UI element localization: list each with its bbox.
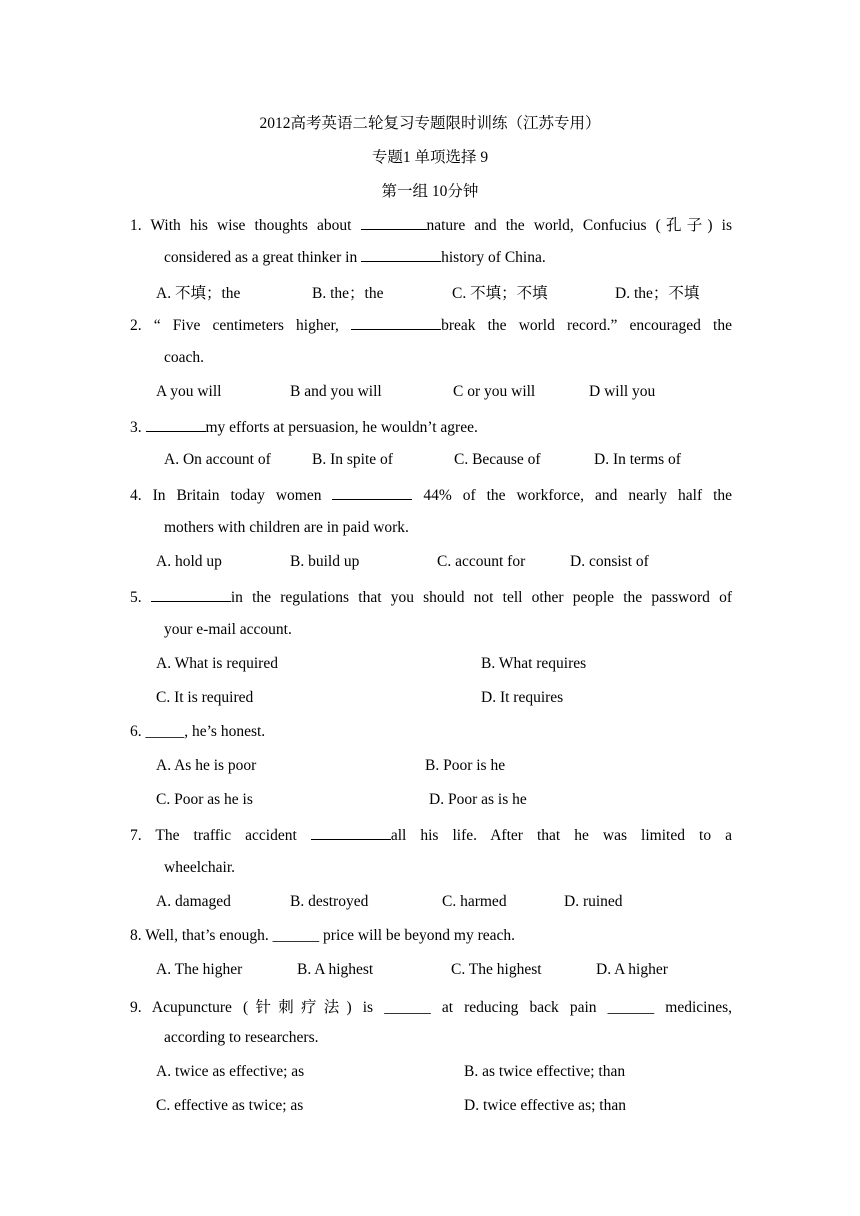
q9-option-a[interactable]: A. twice as effective; as bbox=[156, 1063, 305, 1080]
q3-option-c[interactable]: C. Because of bbox=[454, 451, 541, 468]
q8-option-d[interactable]: D. A higher bbox=[596, 961, 668, 978]
question-5: 5. in the regulations that you should not tell other people the password of bbox=[130, 589, 732, 606]
q5-option-b[interactable]: B. What requires bbox=[481, 655, 587, 672]
answer-blank bbox=[151, 587, 231, 602]
question-1-continuation: considered as a great thinker in history of China. bbox=[164, 249, 546, 266]
q4-option-a[interactable]: A. hold up bbox=[156, 553, 222, 570]
q3-option-b[interactable]: B. In spite of bbox=[312, 451, 393, 468]
q7-option-d[interactable]: D. ruined bbox=[564, 893, 623, 910]
topic-subtitle: 专题1 单项选择 9 bbox=[371, 149, 489, 166]
q2-option-b[interactable]: B and you will bbox=[290, 383, 382, 400]
q6-option-c[interactable]: C. Poor as he is bbox=[156, 791, 253, 808]
q2-option-a[interactable]: A you will bbox=[156, 383, 222, 400]
question-7: 7. The traffic accident all his life. After that he was limited to a bbox=[130, 827, 732, 844]
q2-option-c[interactable]: C or you will bbox=[453, 383, 536, 400]
question-2: 2. “ Five centimeters higher, break the world record.” encouraged the bbox=[130, 317, 732, 334]
q6-option-a[interactable]: A. As he is poor bbox=[156, 757, 257, 774]
question-9-continuation: according to researchers. bbox=[164, 1029, 319, 1046]
group-heading: 第一组 10分钟 bbox=[381, 183, 479, 200]
q8-option-c[interactable]: C. The highest bbox=[451, 961, 542, 978]
q4-option-c[interactable]: C. account for bbox=[437, 553, 526, 570]
q6-option-b[interactable]: B. Poor is he bbox=[425, 757, 506, 774]
question-2-continuation: coach. bbox=[164, 349, 205, 366]
q7-option-b[interactable]: B. destroyed bbox=[290, 893, 369, 910]
q9-option-b[interactable]: B. as twice effective; than bbox=[464, 1063, 626, 1080]
q1-option-c[interactable]: C. 不填；不填 bbox=[452, 285, 548, 302]
q8-option-a[interactable]: A. The higher bbox=[156, 961, 243, 978]
q9-option-d[interactable]: D. twice effective as; than bbox=[464, 1097, 626, 1114]
answer-blank bbox=[146, 417, 206, 432]
answer-blank bbox=[311, 825, 391, 840]
q7-option-c[interactable]: C. harmed bbox=[442, 893, 507, 910]
question-7-continuation: wheelchair. bbox=[164, 859, 236, 876]
question-4: 4. In Britain today women 44% of the workforce, and nearly half the bbox=[130, 487, 732, 504]
q3-option-d[interactable]: D. In terms of bbox=[594, 451, 681, 468]
question-4-continuation: mothers with children are in paid work. bbox=[164, 519, 409, 536]
answer-blank bbox=[332, 485, 412, 500]
question-8: 8. Well, that’s enough. ______ price will be beyond my reach. bbox=[130, 927, 516, 944]
document-title: 2012高考英语二轮复习专题限时训练（江苏专用） bbox=[259, 115, 601, 132]
q4-option-b[interactable]: B. build up bbox=[290, 553, 360, 570]
question-9: 9. Acupuncture (针刺疗法) is ______ at reducing back pain ______ medicines, bbox=[130, 999, 732, 1016]
question-3: 3. my efforts at persuasion, he wouldn’t agree. bbox=[130, 419, 478, 436]
question-6: 6. _____, he’s honest. bbox=[130, 723, 266, 740]
q5-option-d[interactable]: D. It requires bbox=[481, 689, 564, 706]
q8-option-b[interactable]: B. A highest bbox=[297, 961, 374, 978]
q1-option-b[interactable]: B. the；the bbox=[312, 285, 384, 302]
question-1: 1. With his wise thoughts about nature and the world, Confucius (孔子) is bbox=[130, 217, 732, 234]
q4-option-d[interactable]: D. consist of bbox=[570, 553, 649, 570]
q1-option-d[interactable]: D. the；不填 bbox=[615, 285, 700, 302]
q2-option-d[interactable]: D will you bbox=[589, 383, 656, 400]
q7-option-a[interactable]: A. damaged bbox=[156, 893, 231, 910]
answer-blank bbox=[361, 247, 441, 262]
q6-option-d[interactable]: D. Poor as is he bbox=[429, 791, 527, 808]
q5-option-a[interactable]: A. What is required bbox=[156, 655, 278, 672]
answer-blank bbox=[351, 315, 441, 330]
question-5-continuation: your e-mail account. bbox=[164, 621, 292, 638]
answer-blank bbox=[361, 215, 427, 230]
q3-option-a[interactable]: A. On account of bbox=[164, 451, 271, 468]
q5-option-c[interactable]: C. It is required bbox=[156, 689, 254, 706]
q9-option-c[interactable]: C. effective as twice; as bbox=[156, 1097, 304, 1114]
q1-option-a[interactable]: A. 不填；the bbox=[156, 285, 241, 302]
